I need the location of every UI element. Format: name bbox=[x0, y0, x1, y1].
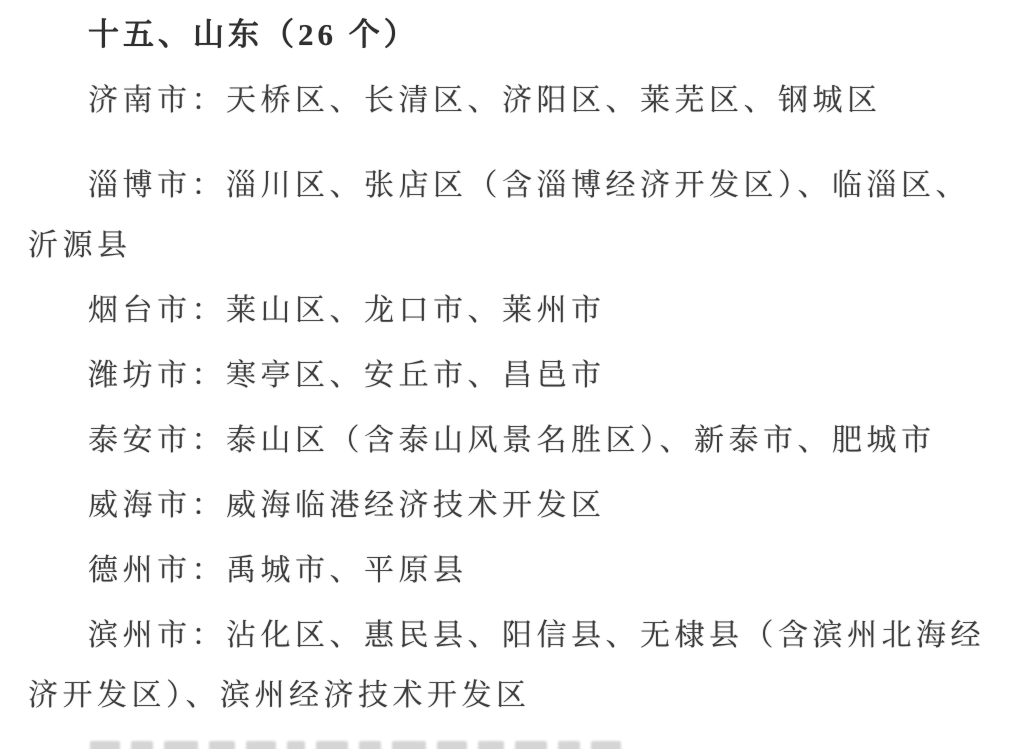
district-list: 禹城市、平原县 bbox=[226, 554, 468, 587]
city-entry-dezhou bbox=[28, 541, 998, 601]
colon-separator: ： bbox=[191, 294, 226, 327]
city-entry-taian bbox=[28, 411, 998, 471]
city-entry-yantai bbox=[28, 281, 998, 341]
colon-separator: ： bbox=[191, 554, 226, 587]
city-entry-binzhou bbox=[28, 606, 998, 726]
city-name: 淄博市 bbox=[88, 169, 192, 202]
district-list: 天桥区、长清区、济阳区、莱芜区、钢城区 bbox=[226, 84, 882, 117]
colon-separator: ： bbox=[191, 424, 226, 457]
city-name: 滨州市 bbox=[88, 619, 192, 652]
city-name: 威海市 bbox=[88, 489, 192, 522]
city-name: 潍坊市 bbox=[88, 359, 192, 392]
colon-separator: ： bbox=[191, 359, 226, 392]
city-name: 烟台市 bbox=[88, 294, 192, 327]
district-list: 泰山区（含泰山风景名胜区）、新泰市、肥城市 bbox=[226, 424, 936, 457]
district-list: 沾化区、惠民县、阳信县、无棣县（含滨州北海经济开发区）、滨州经济技术开发区 bbox=[28, 619, 985, 712]
colon-separator: ： bbox=[191, 169, 226, 202]
city-name: 泰安市 bbox=[88, 424, 192, 457]
city-name: 济南市 bbox=[88, 84, 192, 117]
district-list: 淄川区、张店区（含淄博经济开发区）、临淄区、沂源县 bbox=[28, 169, 970, 262]
district-list: 威海临港经济技术开发区 bbox=[226, 489, 606, 522]
district-list: 寒亭区、安丘市、昌邑市 bbox=[226, 359, 606, 392]
clipped-next-line-fragment bbox=[90, 741, 650, 749]
colon-separator: ： bbox=[191, 489, 226, 522]
colon-separator: ： bbox=[191, 84, 226, 117]
district-list: 莱山区、龙口市、莱州市 bbox=[226, 294, 606, 327]
city-entry-weifang bbox=[28, 346, 998, 406]
city-name: 德州市 bbox=[88, 554, 192, 587]
colon-separator: ： bbox=[191, 619, 226, 652]
city-entry-zibo bbox=[28, 156, 998, 276]
city-entry-weihai bbox=[28, 476, 998, 536]
section-title: 十五、山东（26 个） bbox=[88, 17, 419, 52]
city-entry-jinan bbox=[28, 71, 998, 131]
